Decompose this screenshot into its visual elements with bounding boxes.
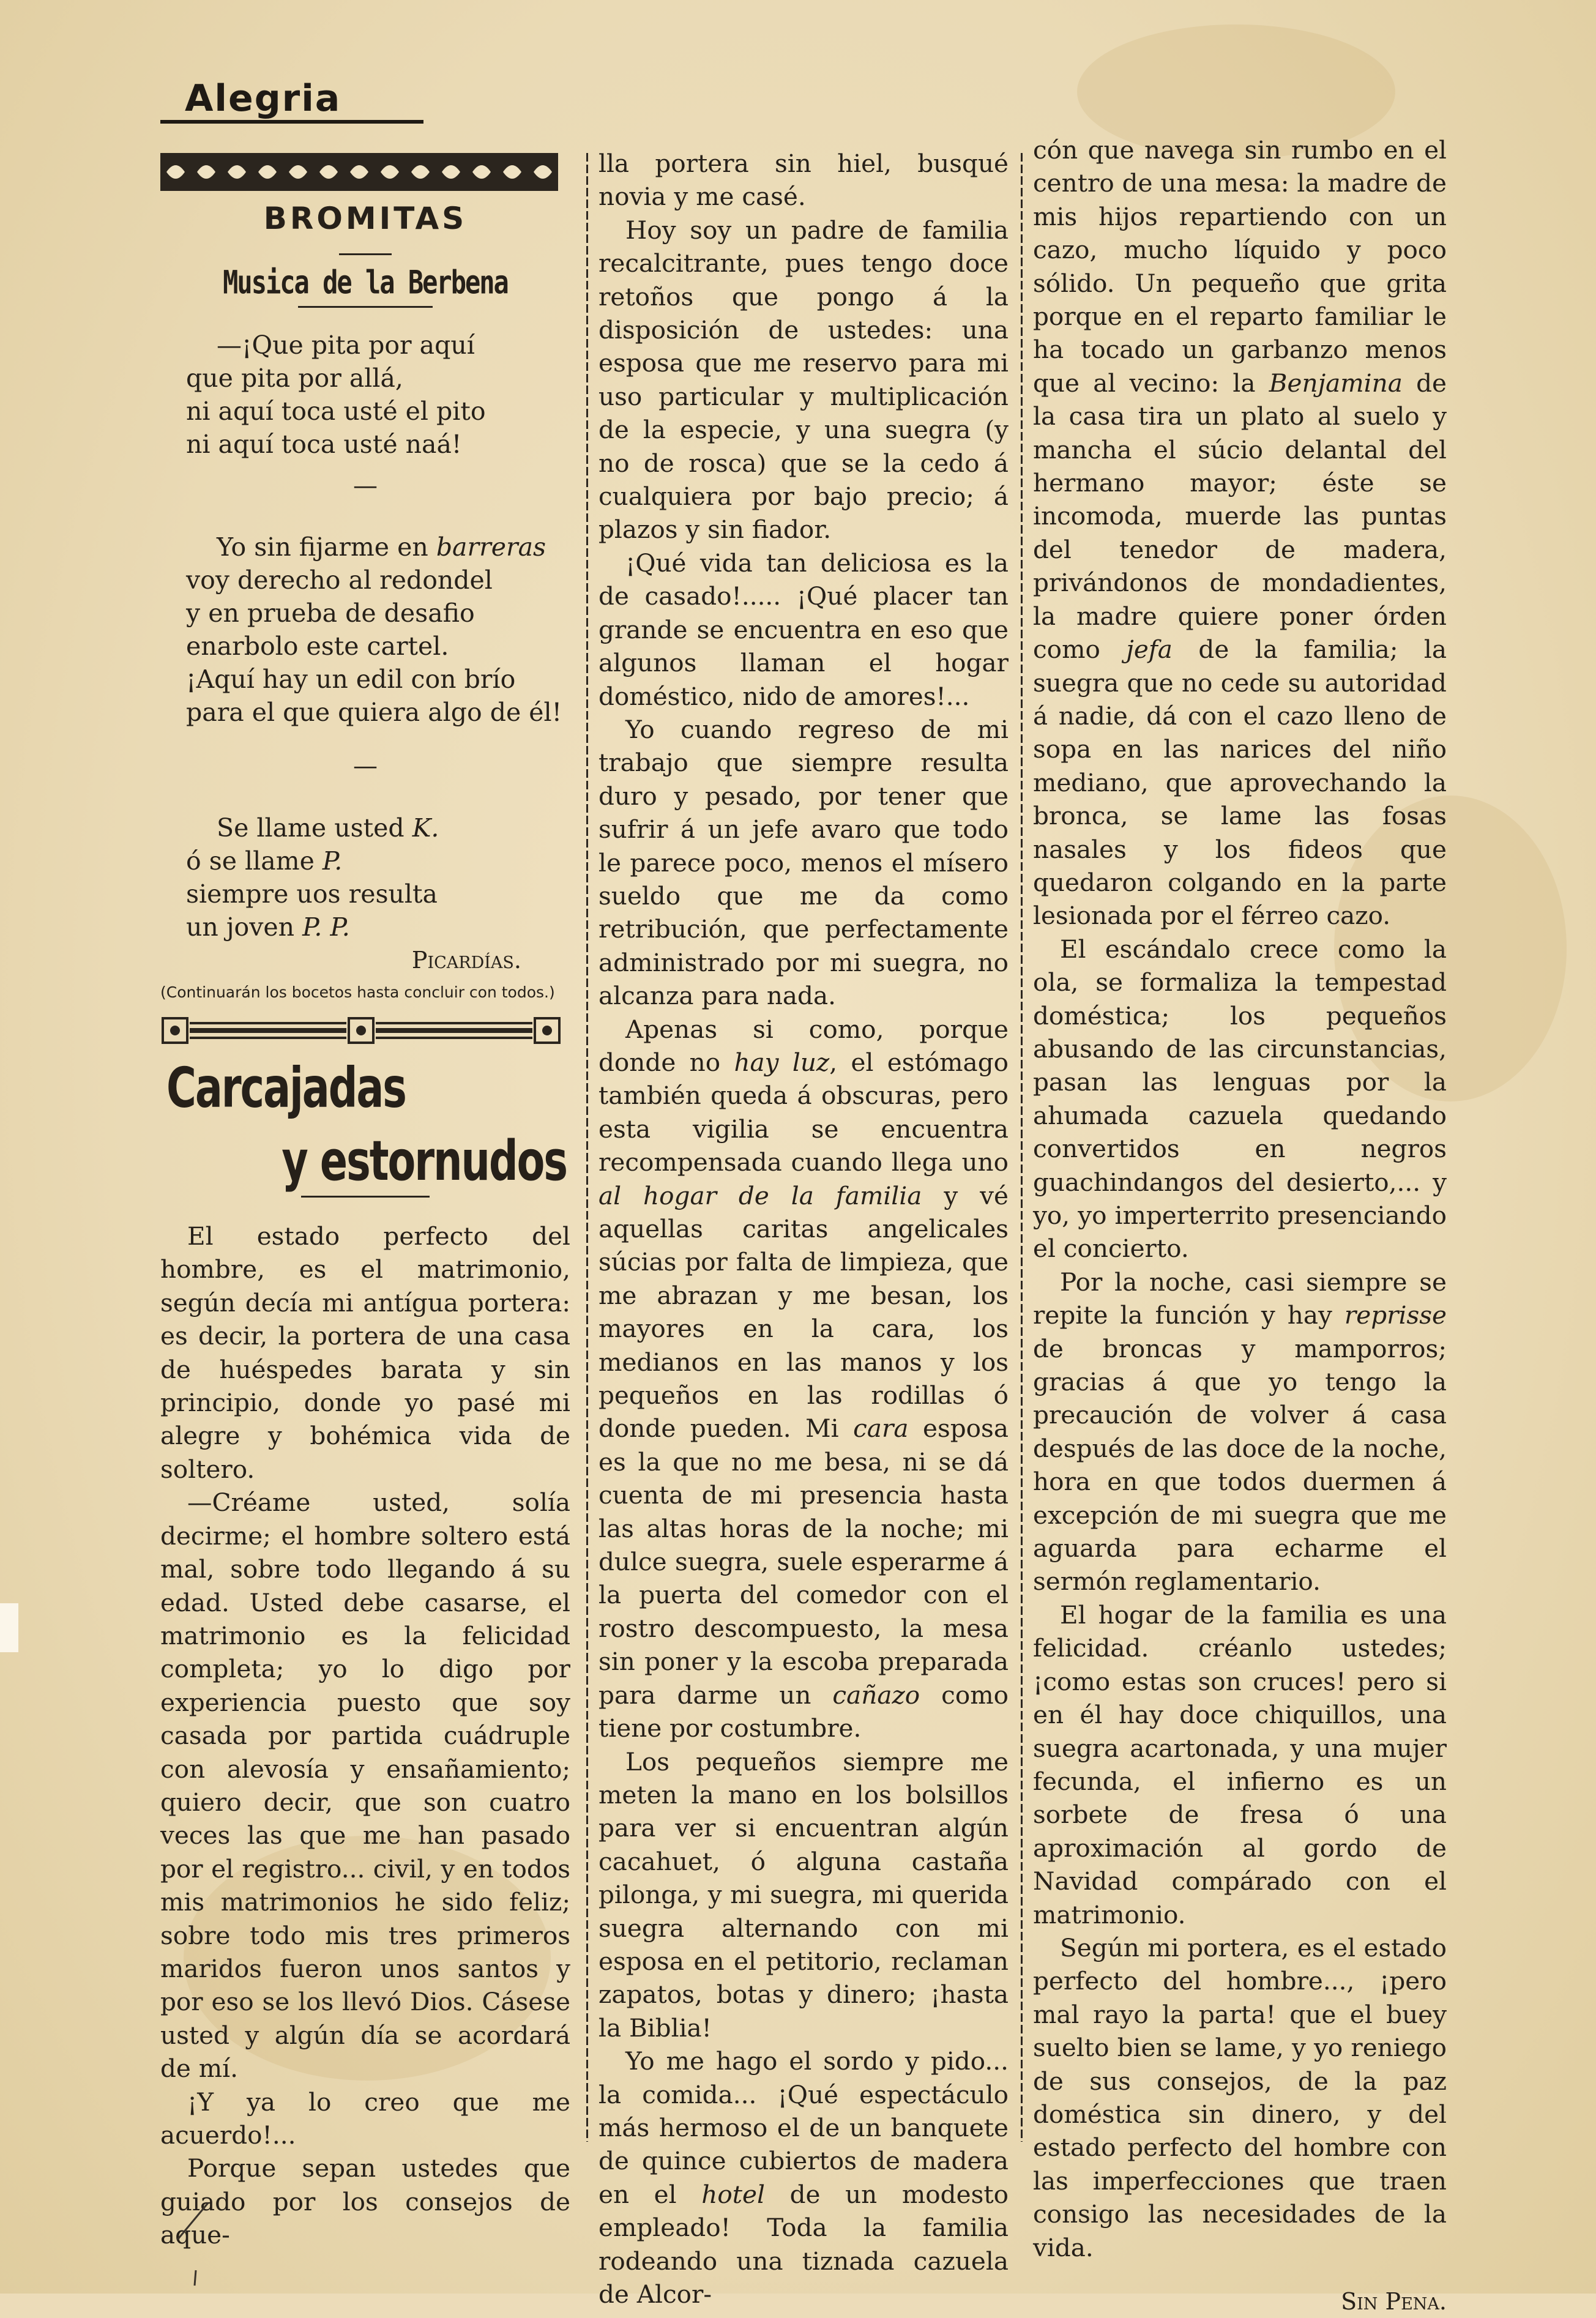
poem-title: Musica de la Berbena [223, 264, 508, 302]
article-paragraph: —Créame usted, solía decirme; el hombre soltero está mal, sobre todo llegando á su edad. Usted debe casarse, el matrimonio es la felicidad completa; yo lo digo por experiencia puesto que soy casada por partida cuádruple con alevosía y ensañamiento; quiero decir, que son cuatro veces las que me han pasado por el registro... civil, y en todos mis matrimonios he sido feliz; sobre todo mis tres primeros maridos fueron unos santos y por eso se los llevó Dios. Cásese usted y algún día se acordará de mí. [160, 1488, 570, 2084]
stanza-2 [186, 531, 570, 729]
article-paragraph: Apenas si como, porque donde no hay luz, el estómago también queda á obscuras, pero esta vigilia se encuentra recompensada cuando llega uno al hogar de la familia y vé aquellas caritas angelicales súcias por falta de limpieza, que me abrazan y me besan, los mayores en la cara, los medianos en las manos y los pequeños en las rodillas ó donde pueden. Mi cara esposa es la que no me besa, ni se dá cuenta de mi presencia hasta las altas horas de la noche; mi dulce suegra, suele esperarme á la puerta del comedor con el rostro descompuesto, la mesa sin poner y la escoba preparada para darme un cañazo como tiene por costumbre. [598, 1014, 1009, 1743]
masthead [160, 77, 423, 120]
column-divider [586, 153, 588, 2142]
masthead-title: Alegria [185, 77, 341, 120]
verse-line: Yo sin fijarme en barreras [217, 532, 546, 562]
article-paragraph: Yo cuando regreso de mi trabajo que siempre resulta duro y pesado, por tener que sufrir á un jefe avaro que todo le parece poco, menos el mísero sueldo que me da como retribución, que perfectamente administrado por mi suegra, no alcanza para nada. [598, 714, 1009, 1011]
verse-line: siempre uos resulta [186, 879, 438, 909]
article-paragraph: ¡Y ya lo creo que me acuerdo!... [160, 2087, 570, 2150]
column-3 [1033, 133, 1447, 2318]
verse-line: —¡Que pita por aquí [217, 330, 475, 360]
article-paragraph: Yo me hago el sordo y pido... la comida... ¡Qué espectáculo más hermoso el de un banquete de quince cubiertos de madera en el hotel de un modesto empleado! Toda la familia rodeando una tiznada cazuela de Alcor- [598, 2046, 1009, 2309]
article-paragraph: El hogar de la familia es una felicidad. créanlo ustedes; ¡como estas son cruces! pero si en él hay doce chiquillos, una suegra acartonada, y una mujer fecunda, el infierno es un sorbete de fresa ó una aproximación al gordo de Navidad compárado con el matrimonio. [1033, 1600, 1447, 1929]
article-paragraph: Por la noche, casi siempre se repite la función y hay reprisse de broncas y mamporros; gracias á que yo tengo la precaución de volver á casa después de las doce de la noche, hora en que todos duermen á excepción de mi suegra que me aguarda para echarme el sermón reglamentario. [1033, 1267, 1447, 1597]
verse-line: ni aquí toca usté el pito [186, 396, 486, 426]
stanza-separator: — [353, 471, 378, 500]
pen-mark [171, 2178, 220, 2289]
article-paragraph: Porque sepan ustedes que guiado por los consejos de aque- [160, 2153, 570, 2250]
divider [298, 306, 433, 308]
article-paragraph: cón que navega sin rumbo en el centro de una mesa: la madre de mis hijos repartiendo con un cazo, mucho líquido y poco sólido. Un pequeño que grita porque en el reparto familiar le ha tocado un garbanzo menos que al vecino: la Benjamina de la casa tira un plato al suelo y mancha el súcio delantal del hermano mayor; éste se incomoda, muerde las puntas del tenedor de madera, privándonos de mondadientes, la madre quiere poner órden como jefa de la familia; la suegra que no cede su autoridad á nadie, dá con el cazo lleno de sopa en las narices del niño mediano, que aprovechando la bronca, se lame las fosas nasales y los fideos que quedaron colgando en la parte lesionada por el férreo cazo. [1033, 135, 1447, 931]
stanza-separator: — [353, 752, 378, 781]
stanza-3 [186, 811, 570, 944]
article-title [160, 1051, 570, 1198]
author-signature: Sin Pena. [1341, 2288, 1447, 2315]
verse-line: para el que quiera algo de él! [186, 698, 562, 728]
article-title-line-1: Carcajadas [166, 1056, 406, 1120]
article-paragraph: Los pequeños siempre me meten la mano en los bolsillos para ver si encuentran algún cacahuet, ó alguna castaña pilonga, y mi suegra, mi querida suegra alternando con mi esposa en el petitorio, reclaman zapatos, botas y dinero; ¡hasta la Biblia! [598, 1746, 1009, 2043]
verse-line: enarbolo este cartel. [186, 632, 449, 661]
article-title-line-2: y estornudos [282, 1128, 567, 1193]
author-signature: Picardías. [411, 946, 521, 974]
article-paragraph: ¡Qué vida tan deliciosa es la de casado!..... ¡Qué placer tan grande se encuentra en eso que algunos llaman el hogar doméstico, nido de amores!... [598, 548, 1009, 711]
divider [339, 253, 392, 255]
verse-line: ó se llame P. [186, 846, 343, 876]
verse-line: Se llame usted K. [217, 813, 439, 843]
verse-line: un joven P. P. [186, 912, 350, 942]
article-paragraph: lla portera sin hiel, busqué novia y me casé. [598, 149, 1009, 212]
editorial-note: (Continuarán los bocetos hasta concluir con todos.) [160, 983, 555, 1002]
verse-line: ni aquí toca usté naá! [186, 429, 462, 459]
column-2 [598, 147, 1009, 2311]
masthead-rule [160, 120, 423, 124]
column-divider [1021, 153, 1023, 2142]
verse-line: ¡Aquí hay un edil con brío [186, 665, 516, 695]
article-paragraph: El estado perfecto del hombre, es el matrimonio, según decía mi antígua portera: es decir, la portera de una casa de huéspedes barata y sin principio, donde yo pasé mi alegre y bohémica vida de soltero. [160, 1221, 570, 1484]
verse-line: voy derecho al redondel [186, 565, 493, 595]
article-paragraph: Hoy soy un padre de familia recalcitrante, pues tengo doce retoños que pongo á la disposición de ustedes: una esposa que me reservo para mi uso particular y multiplicación de la especie, y una suegra (y no de rosca) que se la cedo á cualquiera por bajo precio; á plazos y sin fiador. [598, 215, 1009, 545]
torn-edge-mark [0, 1591, 37, 1664]
article-paragraph: El escándalo crece como la ola, se formaliza la tempestad doméstica; los pequeños abusando de las circunstancias, pasan las lenguas por la ahumada cazuela quedando convertidos en negros guachindangos del desierto,... y yo, yo imperterrito presenciando el concierto. [1033, 934, 1447, 1264]
verse-line: y en prueba de desafio [186, 598, 475, 628]
decorative-border [160, 153, 570, 191]
article-paragraph: Según mi portera, es el estado perfecto del hombre..., ¡pero mal rayo la parta! que el buey suelto bien se lame, y yo reniego de sus consejos, de la paz doméstica sin dinero, y del estado perfecto del hombre con las imperfecciones que traen consigo las necesidades de la vida. [1033, 1932, 1447, 2262]
column-1 [160, 147, 570, 2252]
decorative-frame [160, 1015, 570, 1046]
stanza-1 [186, 329, 570, 461]
verse-line: que pita por allá, [186, 363, 403, 393]
section-title-bromitas: BROMITAS [263, 201, 468, 236]
